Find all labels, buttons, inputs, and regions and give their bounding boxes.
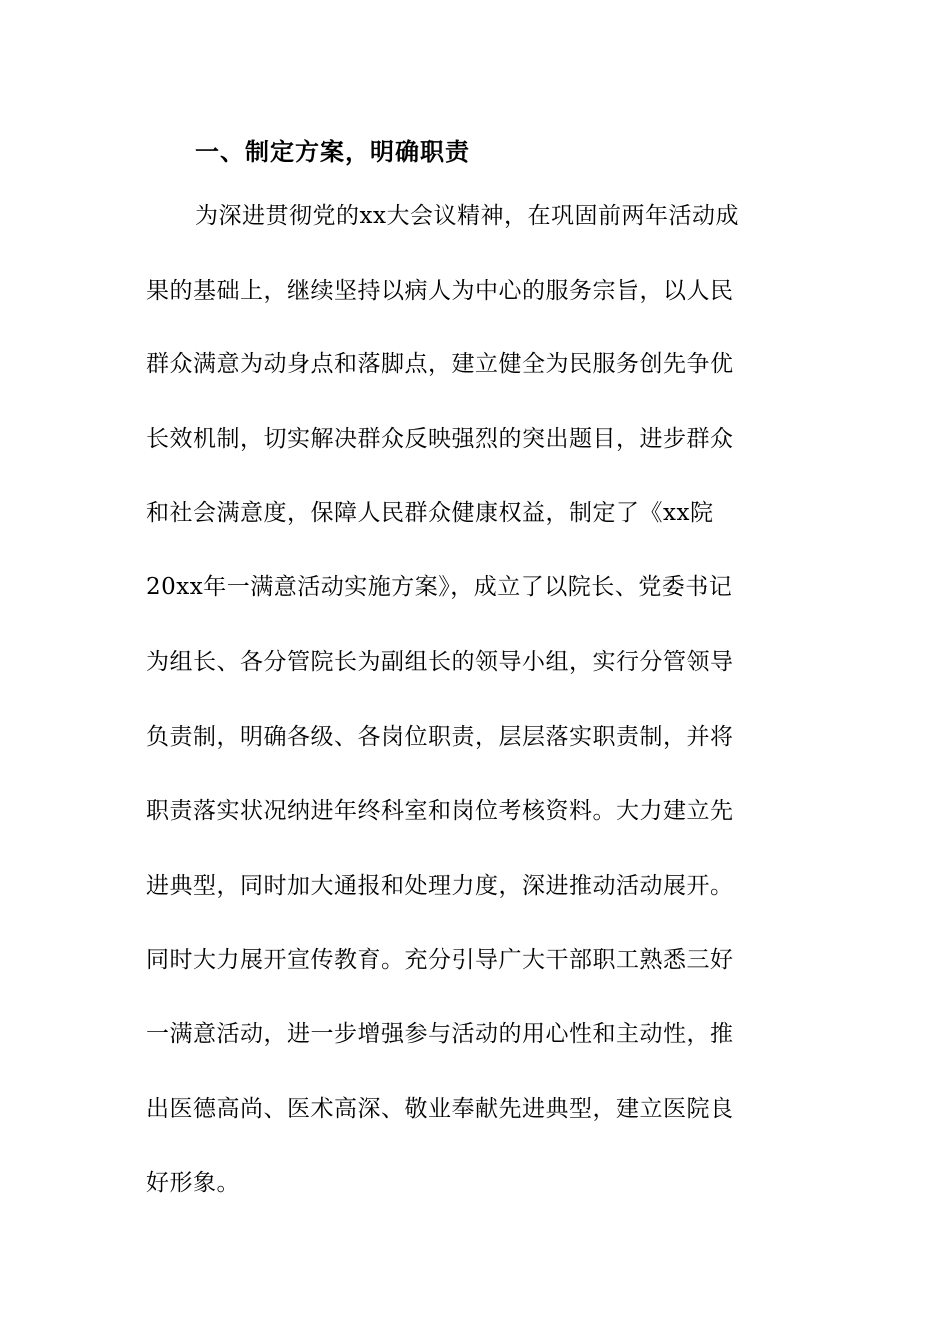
paragraph-line: 好形象。 [146, 1170, 240, 1196]
paragraph-line: 长效机制，切实解决群众反映强烈的突出题目，进步群众 [146, 426, 734, 452]
paragraph-line: 一满意活动，进一步增强参与活动的用心性和主动性，推 [146, 1021, 734, 1047]
paragraph-line: 职责落实状况纳进年终科室和岗位考核资料。大力建立先 [146, 798, 734, 824]
paragraph-line: 20xx年一满意活动实施方案》，成立了以院长、党委书记 [146, 574, 733, 600]
paragraph-line: 果的基础上，继续坚持以病人为中心的服务宗旨，以人民 [146, 278, 734, 304]
paragraph-line: 群众满意为动身点和落脚点，建立健全为民服务创先争优 [146, 351, 734, 377]
section-heading: 一、制定方案，明确职责 [195, 137, 470, 166]
paragraph-line: 出医德高尚、医术高深、敬业奉献先进典型，建立医院良 [146, 1096, 734, 1122]
paragraph-line: 进典型，同时加大通报和处理力度，深进推动活动展开。 [146, 873, 734, 899]
paragraph-line: 和社会满意度，保障人民群众健康权益，制定了《xx院 [146, 500, 714, 526]
paragraph-line: 同时大力展开宣传教育。充分引导广大干部职工熟悉三好 [146, 947, 734, 973]
paragraph-line: 为深进贯彻党的xx大会议精神，在巩固前两年活动成 [195, 203, 739, 229]
paragraph-line: 为组长、各分管院长为副组长的领导小组，实行分管领导 [146, 649, 734, 675]
paragraph-line: 负责制，明确各级、各岗位职责，层层落实职责制，并将 [146, 724, 734, 750]
